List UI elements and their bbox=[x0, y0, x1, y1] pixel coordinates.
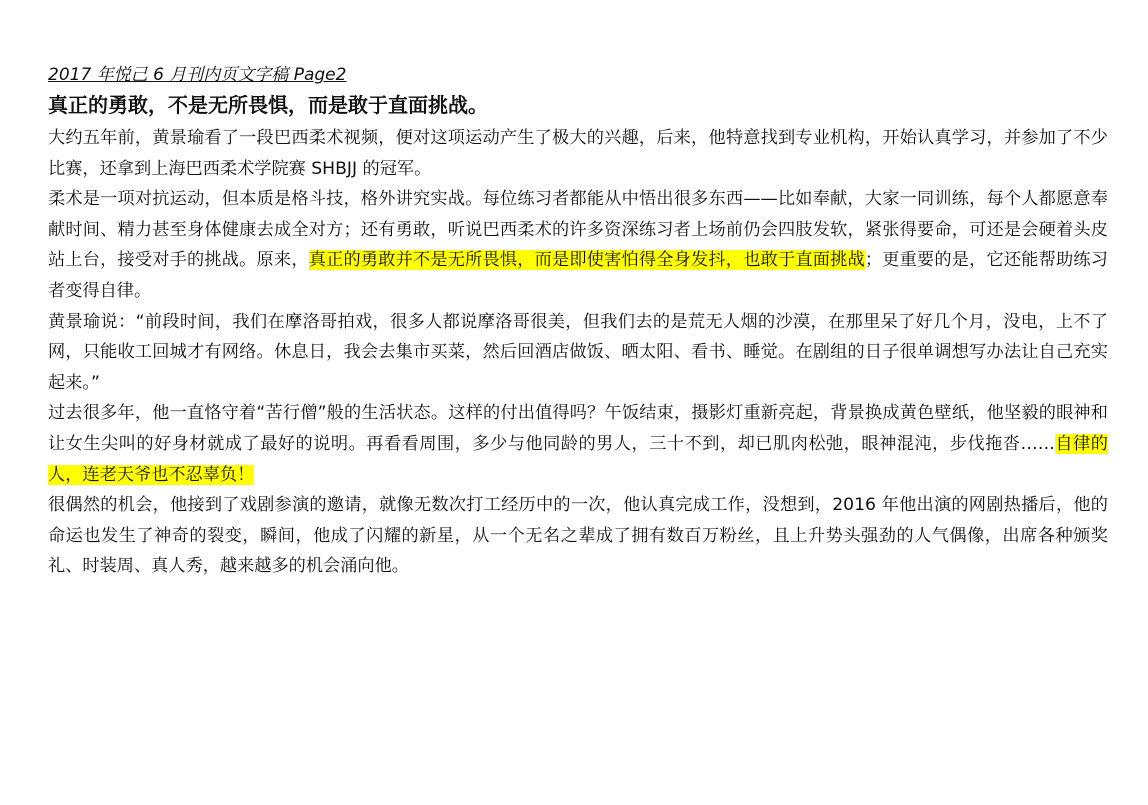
paragraph-2 bbox=[48, 184, 1108, 306]
document-header: 2017 年悦己 6 月刊内页文字稿 Page2 bbox=[48, 65, 347, 85]
paragraph-5: 很偶然的机会，他接到了戏剧参演的邀请，就像无数次打工经历中的一次，他认真完成工作，没想到，2016 年他出演的网剧热播后，他的命运也发生了神奇的裂变，瞬间，他成了闪耀的新星，从一个无名之辈成了拥有数百万粉丝，且上升势头强劲的人气偶像，出席各种颁奖礼、时装周、真人秀，越来越多的机会涌向他。 bbox=[48, 495, 1108, 577]
article-headline: 真正的勇敢，不是无所畏惧，而是敢于直面挑战。 bbox=[48, 93, 488, 117]
paragraph-2-text: 柔术是一项对抗运动，但本质是格斗技，格外讲究实战。每位练习者都能从中悟出很多东西——比如奉献，大家一同训练，每个人都愿意奉献时间、精力甚至身体健康去成全对方；还有勇敢，听说巴西柔术的许多资深练习者上场前仍会四肢发软，紧张得要命，可还是会硬着头皮站上台，接受对手的挑战。原来， bbox=[48, 189, 1108, 271]
document-page bbox=[48, 61, 1108, 582]
paragraph-2-text-end: ；更重要的是，它还能帮助练习者变得自律。 bbox=[48, 250, 1108, 301]
highlighted-text: 自律的人，连老天爷也不忍辜负！ bbox=[48, 433, 1108, 485]
highlighted-text: 真正的勇敢并不是无所畏惧，而是即使害怕得全身发抖，也敢于直面挑战 bbox=[308, 250, 865, 271]
paragraph-1: 大约五年前，黄景瑜看了一段巴西柔术视频，便对这项运动产生了极大的兴趣，后来，他特意找到专业机构，开始认真学习，并参加了不少比赛，还拿到上海巴西柔术学院赛 SHBJJ 的冠军。 bbox=[48, 128, 1108, 179]
paragraph-4-text: 过去很多年，他一直恪守着“苦行僧”般的生活状态。这样的付出值得吗？午饭结束，摄影灯重新亮起，背景换成黄色壁纸，他坚毅的眼神和让女生尖叫的好身材就成了最好的说明。再看看周围，多少与他同龄的男人，三十不到，却已肌肉松弛，眼神混沌，步伐拖沓…… bbox=[48, 403, 1108, 454]
paragraph-3: 黄景瑜说：“前段时间，我们在摩洛哥拍戏，很多人都说摩洛哥很美，但我们去的是荒无人烟的沙漠，在那里呆了好几个月，没电，上不了网，只能收工回城才有网络。休息日，我会去集市买菜，然后回酒店做饭、晒太阳、看书、睡觉。在剧组的日子很单调想写办法让自己充实起来。” bbox=[48, 311, 1108, 393]
paragraph-4 bbox=[48, 398, 1108, 490]
